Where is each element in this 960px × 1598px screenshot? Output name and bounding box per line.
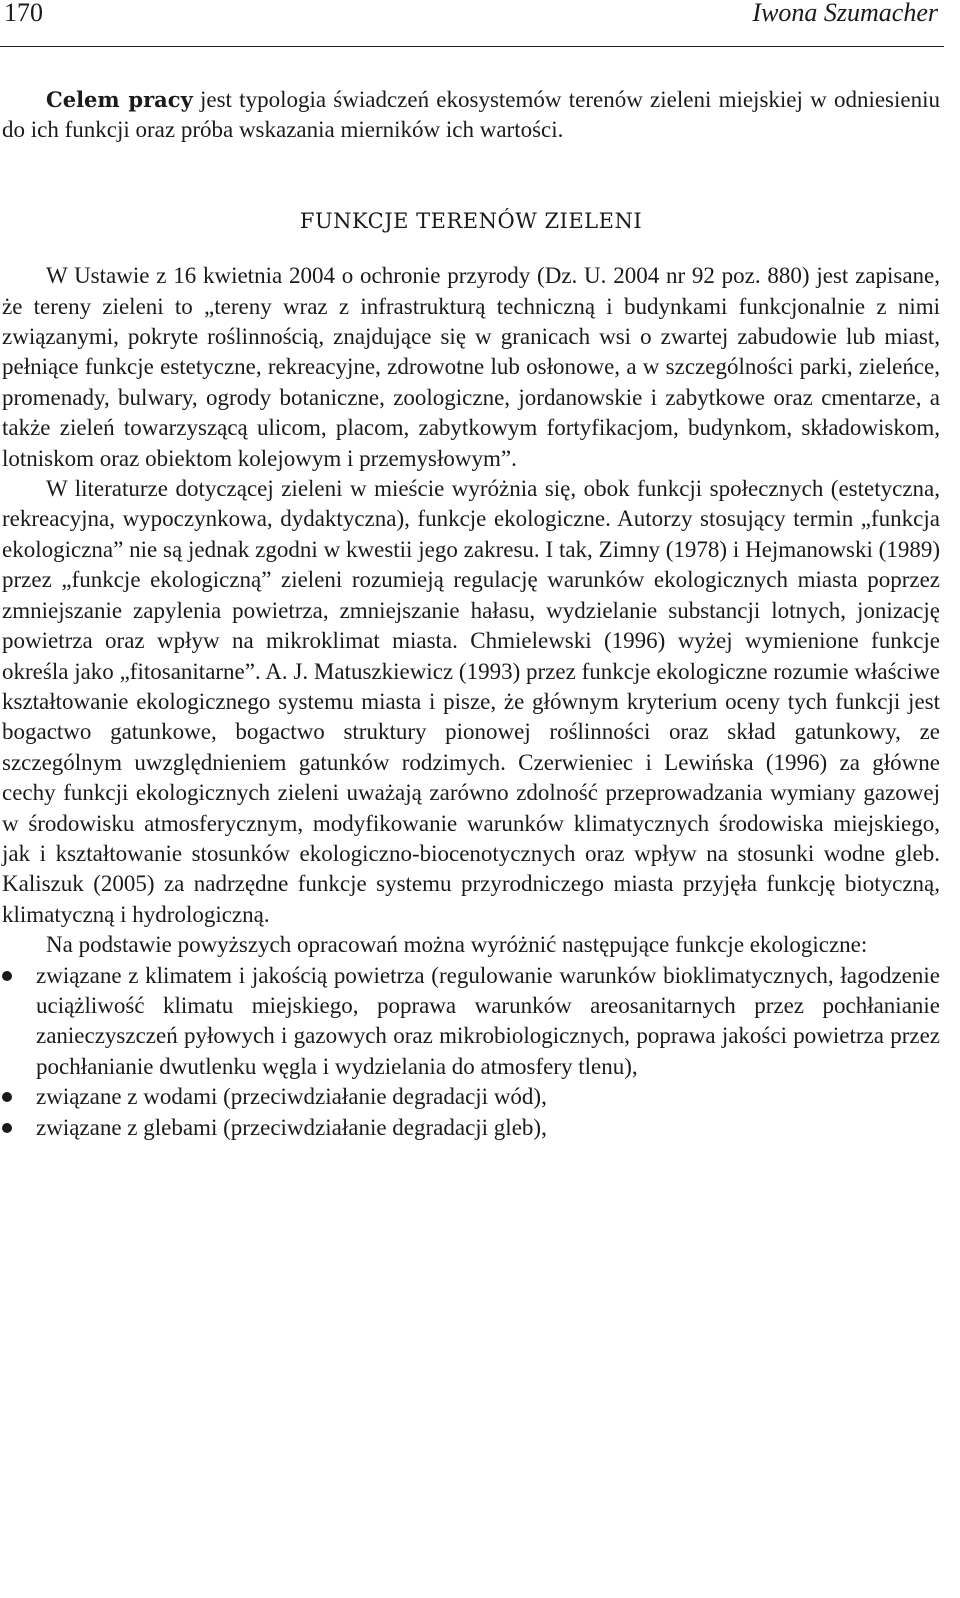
list-item-text: związane z klimatem i jakością powietrza (regulowanie warunków bioklimatycznych, łagodzenie uciążliwość klimatu miejskiego, poprawa warunków areosanitarnych przez pochłanianie zanieczyszczeń pyłowych i gazowych oraz mikrobiologicznych, poprawa jakości powietrza przez pochłanianie dwutlenku węgla i wydzielania do atmosfery tlenu), xyxy=(36,962,940,1079)
page-header xyxy=(0,0,944,47)
list-item-text: związane z glebami (przeciwdziałanie degradacji gleb), xyxy=(36,1114,547,1140)
paragraph: W Ustawie z 16 kwietnia 2004 o ochronie przyrody (Dz. U. 2004 nr 92 poz. 880) jest zapisane, że tereny zieleni to „tereny wraz z infrastrukturą techniczną i budynkami funkcjonalnie z nimi związanymi, pokryte roślinnością, znajdujące się w granicach wsi o zwartej zabudowie lub miast, pełniące funkcje estetyczne, rekreacyjne, zdrowotne lub osłonowe, a w szczególności parki, zieleńce, promenady, bulwary, ogrody botaniczne, zoologiczne, jordanowskie i zabytkowe oraz cmentarze, a także zieleń towarzyszącą ulicom, placom, zabytkowym fortyfikacjom, budynkom, składowiskom, lotniskom oraz obiektom kolejowym i przemysłowym”. xyxy=(2,263,940,471)
paragraph: Na podstawie powyższych opracowań można wyróżnić następujące funkcje ekologiczne: xyxy=(46,932,868,958)
paragraph: W literaturze dotyczącej zieleni w mieście wyróżnia się, obok funkcji społecznych (estetyczna, rekreacyjna, wypoczynkowa, dydaktyczna), funkcje ekologiczne. Autorzy stosujący termin „funkcja ekologiczna” nie są jednak zgodni w kwestii jego zakresu. I tak, Zimny (1978) i Hejmanowski (1989) przez „funkcje ekologiczną” zieleni rozumieją regulację warunków ekologicznych miasta poprzez zmniejszanie zapylenia powietrza, zmniejszanie hałasu, wydzielanie substancji lotnych, jonizację powietrza oraz wpływ na mikroklimat miasta. Chmielewski (1996) wyżej wymienione funkcje określa jako „fitosanitarne”. A. J. Matuszkiewicz (1993) przez funkcje ekologiczne rozumie właściwe kształtowanie ekologicznego systemu miasta i pisze, że głównym kryterium oceny tych funkcji jest bogactwo gatunkowe, bogactwo struktury pionowej roślinności oraz skład gatunkowy, ze szczególnym uwzględnieniem gatunków rodzimych. Czerwieniec i Lewińska (1996) za główne cechy funkcji ekologicznych zieleni uważają zarówno zdolność przeprowadzania wymiany gazowej w środowisku atmosferycznym, modyfikowanie warunków klimatycznych środowiska miejskiego, jak i kształtowanie stosunków ekologiczno-biocenotycznych oraz wpływ na stosunki wodne gleb. Kaliszuk (2005) za nadrzędne funkcje systemu przyrodniczego miasta przyjęła funkcję biotyczną, klimatyczną i hydrologiczną. xyxy=(2,476,940,927)
page-body xyxy=(2,85,940,1143)
running-head-author: Iwona Szumacher xyxy=(752,0,938,27)
bullet-icon xyxy=(2,1123,12,1133)
aim-paragraph xyxy=(2,85,940,146)
bullet-icon xyxy=(2,1092,12,1102)
list-item xyxy=(2,961,940,1083)
list-item-text: związane z wodami (przeciwdziałanie degradacji wód), xyxy=(36,1084,547,1110)
aim-lead: Celem pracy xyxy=(46,87,193,112)
page-number: 170 xyxy=(4,0,43,27)
section-heading: FUNKCJE TERENÓW ZIELENI xyxy=(299,208,643,233)
list-item xyxy=(2,1082,940,1112)
list-item xyxy=(2,1113,940,1143)
ecological-functions-list xyxy=(2,961,940,1143)
bullet-icon xyxy=(2,971,12,981)
aim-text: jest typologia świadczeń ekosystemów terenów zieleni miejskiej w odniesieniu do ich funkcji oraz próba wskazania mierników ich wartości. xyxy=(2,87,940,143)
